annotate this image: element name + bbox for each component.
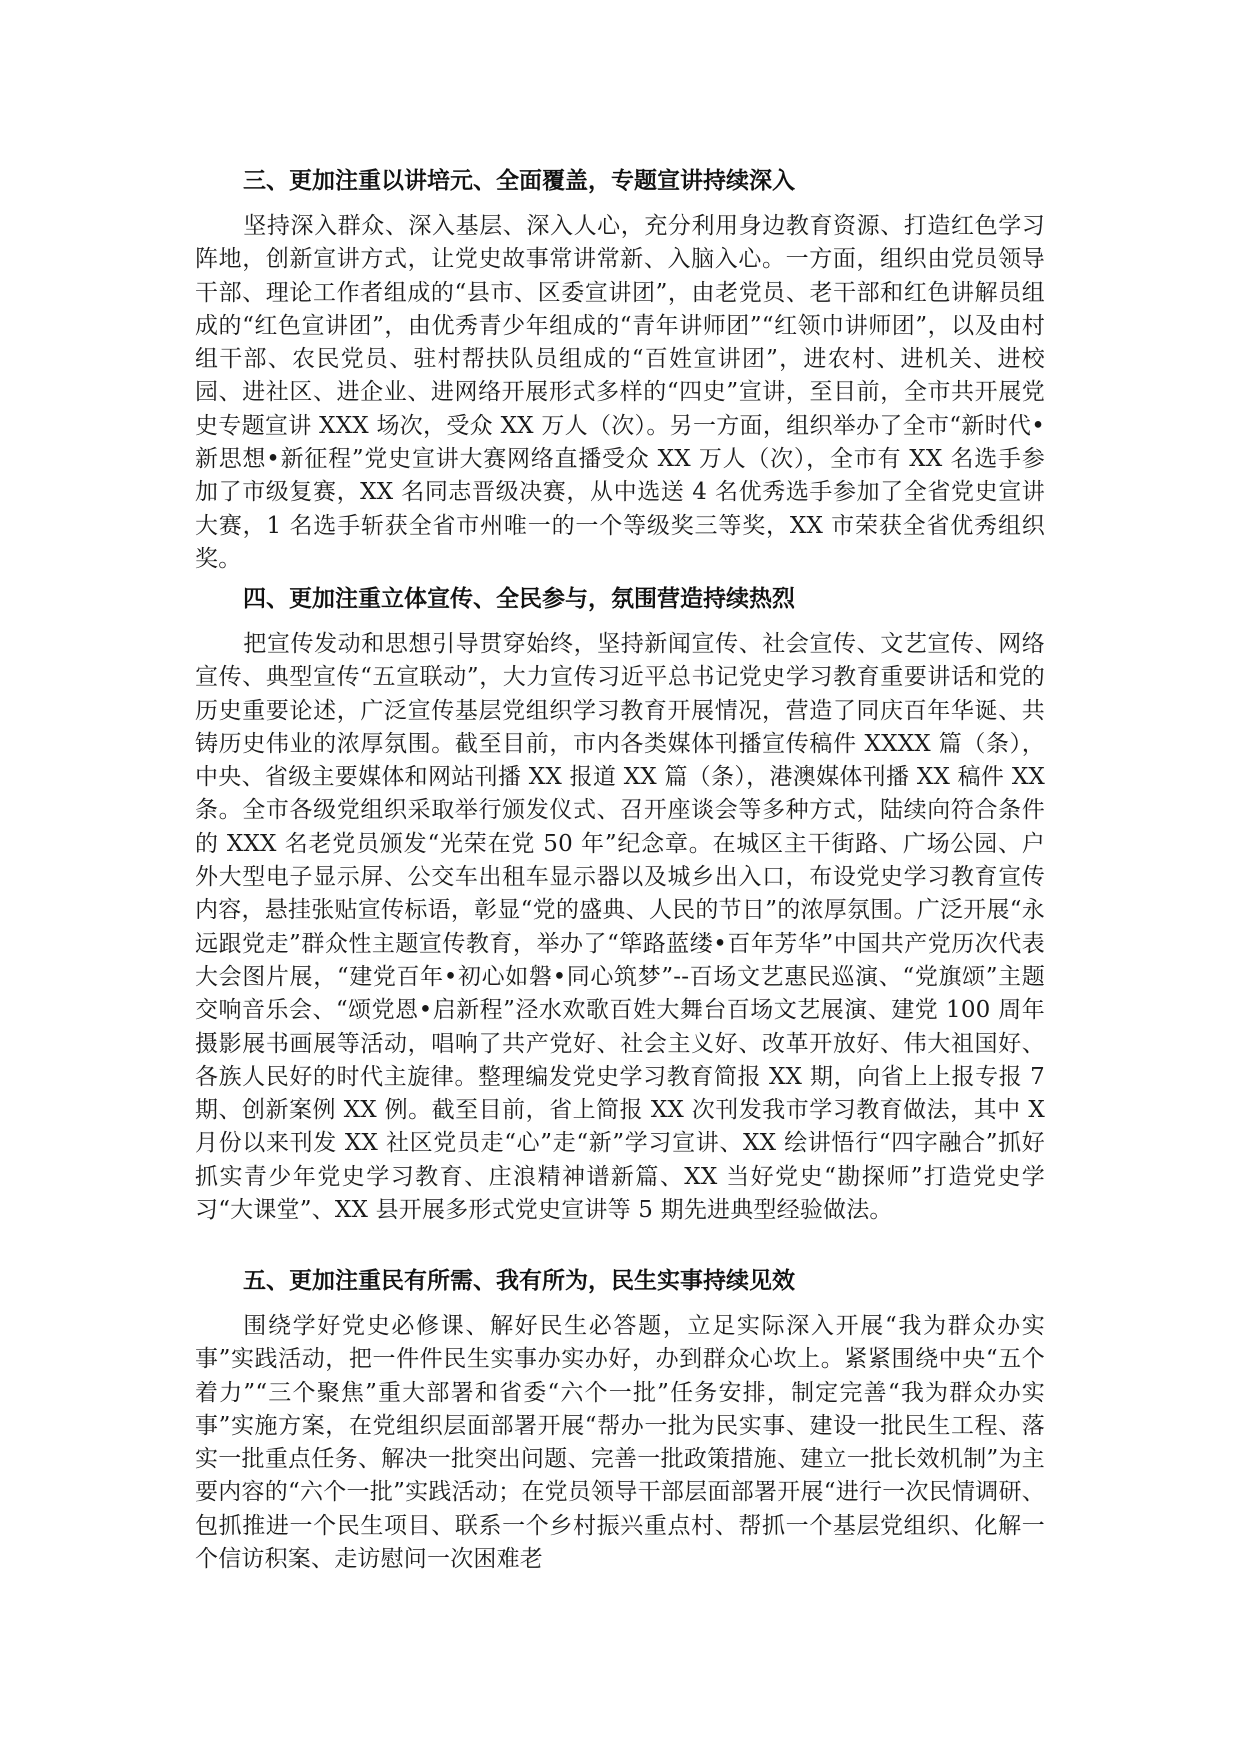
section-heading: 三、更加注重以讲培元、全面覆盖，专题宣讲持续深入 [243, 168, 795, 194]
section-paragraph: 坚持深入群众、深入基层、深入人心，充分利用身边教育资源、打造红色学习阵地，创新宣讲方式，让党史故事常讲常新、入脑入心。一方面，组织由党员领导干部、理论工作者组成的“县市、区委宣讲团”，由老党员、老干部和红色讲解员组成的“红色宣讲团”，由优秀青少年组成的“青年讲师团”“红领巾讲师团”，以及由村组干部、农民党员、驻村帮扶队员组成的“百姓宣讲团”，进农村、进机关、进校园、进社区、进企业、进网络开展形式多样的“四史”宣讲，至目前，全市共开展党史专题宣讲 XXX 场次，受众 XX 万人（次）。另一方面，组织举办了全市“新时代•新思想•新征程”党史宣讲大赛网络直播受众 XX 万人（次），全市有 XX 名选手参加了市级复赛，XX 名同志晋级决赛，从中选送 4 名优秀选手参加了全省党史宣讲大赛，1 名选手斩获全省市州唯一的一个等级奖三等奖，XX 市荣获全省优秀组织奖。 [195, 213, 1045, 572]
section-5 [195, 1264, 1045, 1576]
section-heading: 五、更加注重民有所需、我有所为，民生实事持续见效 [243, 1268, 795, 1294]
section-paragraph: 把宣传发动和思想引导贯穿始终，坚持新闻宣传、社会宣传、文艺宣传、网络宣传、典型宣传“五宣联动”，大力宣传习近平总书记党史学习教育重要讲话和党的历史重要论述，广泛宣传基层党组织学习教育开展情况，营造了同庆百年华诞、共铸历史伟业的浓厚氛围。截至目前，市内各类媒体刊播宣传稿件 XXXX 篇（条），中央、省级主要媒体和网站刊播 XX 报道 XX 篇（条），港澳媒体刊播 XX 稿件 XX 条。全市各级党组织采取举行颁发仪式、召开座谈会等多种方式，陆续向符合条件的 XXX 名老党员颁发“光荣在党 50 年”纪念章。在城区主干街路、广场公园、户外大型电子显示屏、公交车出租车显示器以及城乡出入口，布设党史学习教育宣传内容，悬挂张贴宣传标语，彰显“党的盛典、人民的节日”的浓厚氛围。广泛开展“永远跟党走”群众性主题宣传教育，举办了“筚路蓝缕•百年芳华”中国共产党历次代表大会图片展，“建党百年•初心如磐•同心筑梦”--百场文艺惠民巡演、“党旗颂”主题交响音乐会、“颂党恩•启新程”泾水欢歌百姓大舞台百场文艺展演、建党 100 周年摄影展书画展等活动，唱响了共产党好、社会主义好、改革开放好、伟大祖国好、各族人民好的时代主旋律。整理编发党史学习教育简报 XX 期，向省上上报专报 7 期、创新案例 XX 例。截至目前，省上简报 XX 次刊发我市学习教育做法，其中 X 月份以来刊发 XX 社区党员走“心”走“新”学习宣讲、XX 绘讲悟行“四字融合”抓好抓实青少年党史学习教育、庄浪精神谱新篇、XX 当好党史“勘探师”打造党史学习“大课堂”、XX 县开展多形式党史宣讲等 5 期先进典型经验做法。 [195, 631, 1045, 1224]
section-3 [195, 164, 1045, 576]
section-heading: 四、更加注重立体宣传、全民参与，氛围营造持续热烈 [243, 586, 795, 612]
section-4 [195, 582, 1045, 1227]
section-paragraph: 围绕学好党史必修课、解好民生必答题，立足实际深入开展“我为群众办实事”实践活动，把一件件民生实事办实办好，办到群众心坎上。紧紧围绕中央“五个着力”“三个聚焦”重大部署和省委“六个一批”任务安排，制定完善“我为群众办实事”实施方案，在党组织层面部署开展“帮办一批为民实事、建设一批民生工程、落实一批重点任务、解决一批突出问题、完善一批政策措施、建立一批长效机制”为主要内容的“六个一批”实践活动；在党员领导干部层面部署开展“进行一次民情调研、包抓推进一个民生项目、联系一个乡村振兴重点村、帮抓一个基层党组织、化解一个信访积案、走访慰问一次困难老 [195, 1313, 1045, 1573]
